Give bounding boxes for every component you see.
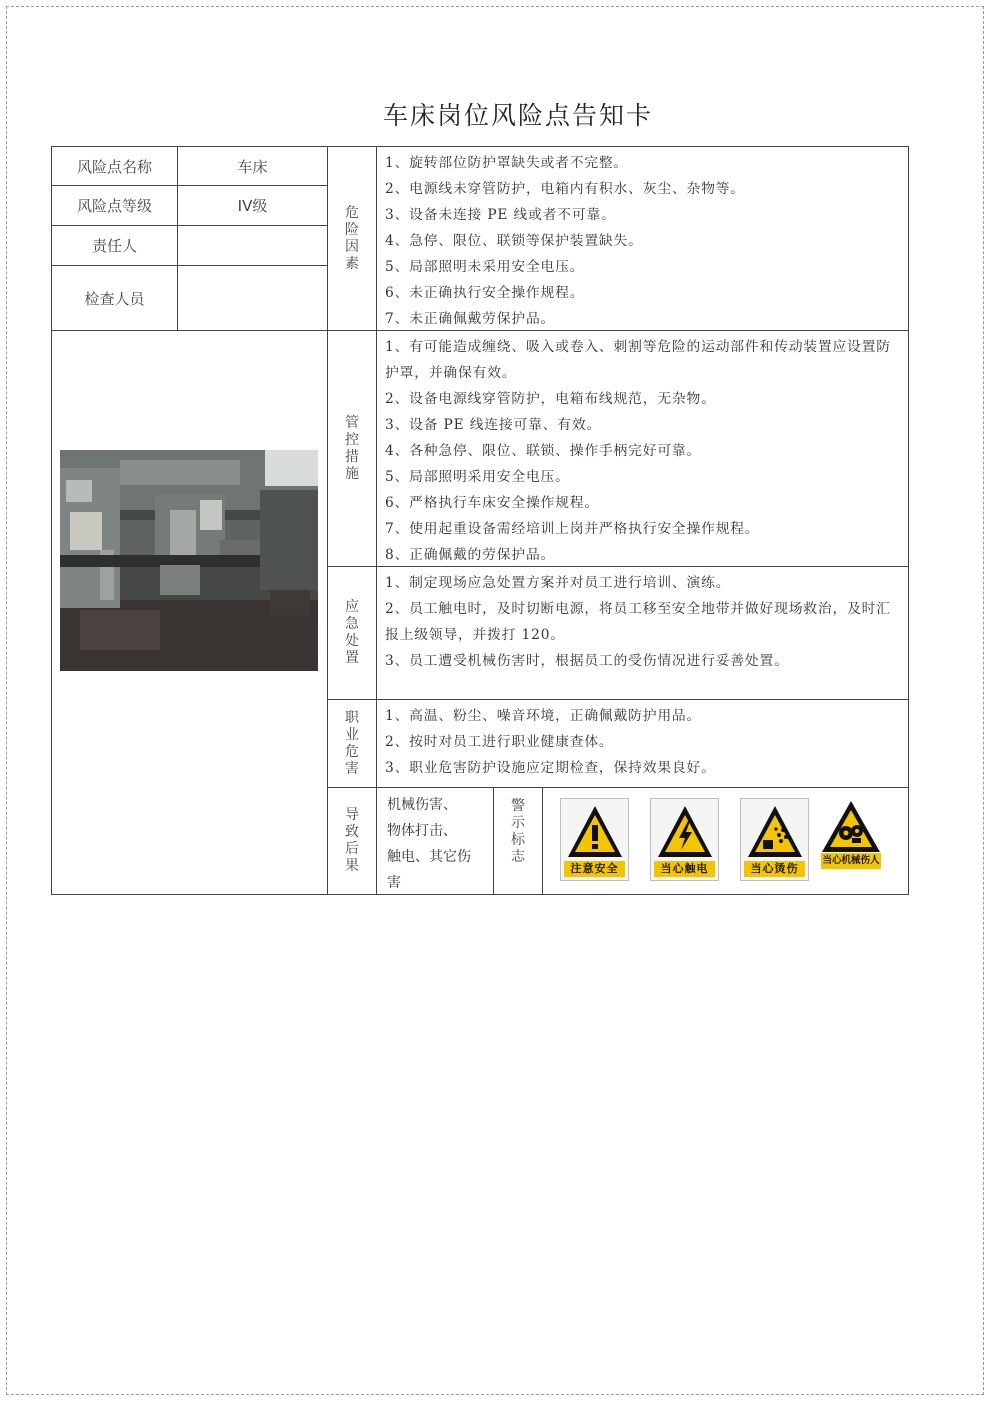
inspector-label: 检查人员 [51, 265, 178, 331]
lightning-icon [655, 803, 715, 865]
control-item: 8、正确佩戴的劳保护品。 [385, 547, 556, 563]
warning-sign-label: 当心烫伤 [744, 861, 805, 877]
hazard-list [376, 146, 909, 331]
inspector-value [177, 265, 328, 331]
hazard-label: 危险因素 [327, 146, 377, 331]
hazard-item: 6、未正确执行安全操作规程。 [385, 285, 585, 301]
hazard-item: 4、急停、限位、联锁等保护装置缺失。 [385, 233, 643, 249]
hazard-item: 2、电源线未穿管防护，电箱内有积水、灰尘、杂物等。 [385, 181, 745, 197]
occupational-item: 2、按时对员工进行职业健康查体。 [385, 734, 614, 750]
warning-sign-label: 当心触电 [654, 861, 715, 877]
control-item: 5、局部照明采用安全电压。 [385, 469, 570, 485]
warning-sign [650, 798, 719, 881]
control-item: 6、严格执行车床安全操作规程。 [385, 495, 599, 511]
warning-sign [818, 798, 884, 881]
consequence-line: 触电、其它伤 [387, 849, 471, 865]
emergency-item: 3、员工遭受机械伤害时，根据员工的受伤情况进行妥善处置。 [385, 653, 789, 669]
control-item: 1、有可能造成缠绕、吸入或卷入、刺割等危险的运动部件和传动装置应设置防护罩，并确保有效。 [385, 339, 891, 381]
burn-icon [745, 803, 805, 865]
consequence-line: 机械伤害、 [387, 797, 457, 813]
emergency-list [376, 566, 909, 700]
warning-sign-label: 注意安全 [564, 861, 625, 877]
consequence-label: 导致后果 [327, 787, 377, 895]
warning-sign [740, 798, 809, 881]
lathe-photo [60, 450, 318, 671]
page-title: 车床岗位风险点告知卡 [382, 101, 653, 130]
responsible-label: 责任人 [51, 225, 178, 266]
control-list [376, 330, 909, 567]
occupational-label: 职业危害 [327, 699, 377, 788]
occupational-item: 3、职业危害防护设施应定期检查，保持效果良好。 [385, 760, 716, 776]
risk-level-label: 风险点等级 [51, 185, 178, 226]
gear-hand-icon [819, 798, 883, 860]
hazard-item: 3、设备未连接 PE 线或者不可靠。 [385, 207, 616, 223]
risk-name-value: 车床 [177, 146, 328, 186]
consequence-list [376, 787, 494, 895]
control-item: 7、使用起重设备需经培训上岗并严格执行安全操作规程。 [385, 521, 760, 537]
emergency-label: 应急处置 [327, 566, 377, 700]
control-item: 3、设备 PE 线连接可靠、有效。 [385, 417, 602, 433]
hazard-item: 5、局部照明未采用安全电压。 [385, 259, 585, 275]
hazard-item: 1、旋转部位防护罩缺失或者不完整。 [385, 155, 629, 171]
control-item: 2、设备电源线穿管防护，电箱布线规范，无杂物。 [385, 391, 716, 407]
hazard-item: 7、未正确佩戴劳保护品。 [385, 311, 556, 327]
warning-label: 警示标志 [493, 787, 543, 895]
risk-name-label: 风险点名称 [51, 146, 178, 186]
warning-sign [560, 798, 629, 881]
exclamation-icon [565, 803, 625, 865]
consequence-line: 物体打击、 [387, 823, 457, 839]
control-item: 4、各种急停、限位、联锁、操作手柄完好可靠。 [385, 443, 702, 459]
occupational-list [376, 699, 909, 788]
control-label: 管控措施 [327, 330, 377, 567]
emergency-item: 1、制定现场应急处置方案并对员工进行培训、演练。 [385, 575, 731, 591]
risk-level-value: IV级 [177, 185, 328, 226]
consequence-line: 害 [387, 875, 401, 891]
warning-sign-label: 当心机械伤人 [821, 853, 881, 869]
responsible-value [177, 225, 328, 266]
emergency-item: 2、员工触电时，及时切断电源，将员工移至安全地带并做好现场救治，及时汇报上级领导，并拨打 120。 [385, 601, 891, 643]
occupational-item: 1、高温、粉尘、噪音环境，正确佩戴防护用品。 [385, 708, 702, 724]
